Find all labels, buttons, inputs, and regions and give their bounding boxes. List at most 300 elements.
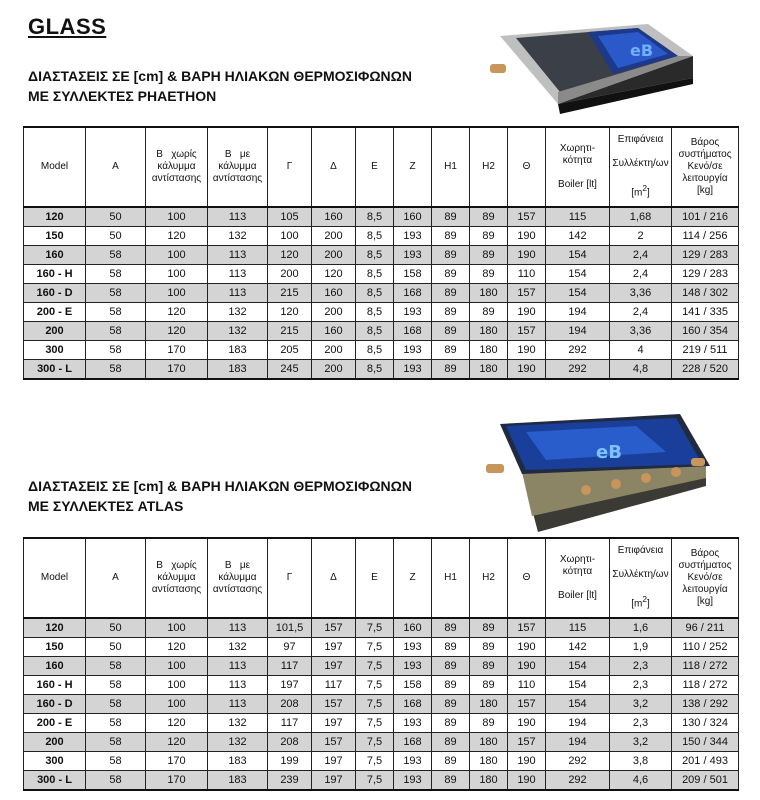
table-cell: 239 (268, 771, 312, 791)
table-cell: 89 (432, 695, 470, 714)
table-cell: 183 (208, 341, 268, 360)
table-cell: 89 (432, 322, 470, 341)
model-cell: 200 (24, 322, 86, 341)
table-cell: 193 (394, 341, 432, 360)
table-cell: 8,5 (356, 341, 394, 360)
table-cell: 120 (146, 303, 208, 322)
table-cell: 89 (432, 657, 470, 676)
table-cell: 7,5 (356, 733, 394, 752)
model-cell: 200 - E (24, 714, 86, 733)
atlas-spec-table (23, 537, 739, 791)
phaethon-spec-table (23, 126, 739, 380)
table-cell: 157 (508, 322, 546, 341)
col-h1: Η1 (432, 538, 470, 618)
table-cell: 183 (208, 752, 268, 771)
table-cell: 209 / 501 (672, 771, 739, 791)
model-cell: 160 (24, 246, 86, 265)
table-row (24, 284, 739, 303)
table-cell: 89 (432, 303, 470, 322)
table-cell: 105 (268, 207, 312, 227)
table-cell: 89 (470, 676, 508, 695)
table-cell: 113 (208, 695, 268, 714)
col-capacity: Χωρητι- κότητα Boiler [lt] (546, 127, 610, 207)
table-cell: 170 (146, 771, 208, 791)
table-cell: 7,5 (356, 771, 394, 791)
table-cell: 180 (470, 360, 508, 380)
table-cell: 292 (546, 341, 610, 360)
table-cell: 129 / 283 (672, 246, 739, 265)
model-cell: 300 - L (24, 771, 86, 791)
table-cell: 154 (546, 657, 610, 676)
col-g: Γ (268, 538, 312, 618)
col-b-with: Β με κάλυμμα αντίστασης (208, 127, 268, 207)
table-cell: 180 (470, 771, 508, 791)
table-cell: 138 / 292 (672, 695, 739, 714)
model-cell: 150 (24, 227, 86, 246)
table-cell: 2 (610, 227, 672, 246)
table-cell: 120 (146, 733, 208, 752)
model-cell: 160 - H (24, 265, 86, 284)
table-cell: 7,5 (356, 657, 394, 676)
table-cell: 142 (546, 638, 610, 657)
table-cell: 50 (86, 618, 146, 638)
table-cell: 190 (508, 657, 546, 676)
table-cell: 180 (470, 733, 508, 752)
table-cell: 197 (312, 714, 356, 733)
table-row (24, 227, 739, 246)
table-cell: 170 (146, 341, 208, 360)
table-cell: 1,68 (610, 207, 672, 227)
table-cell: 168 (394, 322, 432, 341)
table-cell: 113 (208, 265, 268, 284)
table-cell: 2,3 (610, 714, 672, 733)
col-capacity: Χωρητι- κότητα Boiler [lt] (546, 538, 610, 618)
heading-line-1: ΔΙΑΣΤΑΣΕΙΣ ΣΕ [cm] & ΒΑΡΗ ΗΛΙΑΚΩΝ ΘΕΡΜΟΣΙΦΩΝΩΝ (28, 478, 412, 494)
table-row (24, 752, 739, 771)
table-cell: 89 (470, 638, 508, 657)
table-cell: 89 (432, 638, 470, 657)
table-cell: 2,3 (610, 657, 672, 676)
page-title: GLASS (28, 14, 107, 39)
table-cell: 183 (208, 360, 268, 380)
table-cell: 58 (86, 714, 146, 733)
col-a: A (86, 127, 146, 207)
table-cell: 168 (394, 695, 432, 714)
table-cell: 89 (432, 284, 470, 303)
phaethon-collector-image (488, 6, 698, 118)
model-cell: 200 - E (24, 303, 86, 322)
table-cell: 89 (432, 360, 470, 380)
table-row (24, 265, 739, 284)
table-cell: 193 (394, 227, 432, 246)
model-cell: 160 (24, 657, 86, 676)
table-cell: 132 (208, 303, 268, 322)
col-h2: Η2 (470, 538, 508, 618)
model-cell: 160 - D (24, 284, 86, 303)
table-cell: 58 (86, 695, 146, 714)
table-row (24, 207, 739, 227)
col-th: Θ (508, 127, 546, 207)
table-cell: 292 (546, 752, 610, 771)
table-row (24, 733, 739, 752)
table-cell: 193 (394, 771, 432, 791)
table-cell: 132 (208, 322, 268, 341)
table-cell: 190 (508, 752, 546, 771)
table-cell: 58 (86, 360, 146, 380)
table-cell: 154 (546, 284, 610, 303)
table-cell: 148 / 302 (672, 284, 739, 303)
table-cell: 180 (470, 695, 508, 714)
table-row (24, 303, 739, 322)
table-cell: 180 (470, 341, 508, 360)
table-cell: 245 (268, 360, 312, 380)
table-cell: 200 (268, 265, 312, 284)
table-cell: 200 (312, 341, 356, 360)
table-row (24, 360, 739, 380)
table-cell: 1,6 (610, 618, 672, 638)
table-cell: 180 (470, 284, 508, 303)
table-cell: 89 (470, 618, 508, 638)
table-cell: 157 (508, 733, 546, 752)
table-cell: 160 / 354 (672, 322, 739, 341)
table-cell: 7,5 (356, 676, 394, 695)
table-cell: 89 (432, 207, 470, 227)
table-cell: 190 (508, 227, 546, 246)
table-cell: 58 (86, 733, 146, 752)
table-cell: 154 (546, 265, 610, 284)
table-cell: 200 (312, 227, 356, 246)
table-cell: 89 (432, 752, 470, 771)
table-cell: 142 (546, 227, 610, 246)
model-cell: 160 - H (24, 676, 86, 695)
table-cell: 132 (208, 638, 268, 657)
model-cell: 300 (24, 341, 86, 360)
svg-text:eB: eB (630, 41, 654, 60)
table-cell: 170 (146, 752, 208, 771)
col-weight: Βάρος συστήματος Κενό/σε λειτουργία [kg] (672, 127, 739, 207)
table-cell: 193 (394, 303, 432, 322)
model-cell: 120 (24, 207, 86, 227)
table-cell: 100 (146, 207, 208, 227)
table-cell: 160 (394, 207, 432, 227)
table-cell: 197 (268, 676, 312, 695)
table-cell: 113 (208, 676, 268, 695)
table-cell: 132 (208, 733, 268, 752)
table-cell: 7,5 (356, 638, 394, 657)
table-cell: 157 (312, 733, 356, 752)
table-cell: 190 (508, 638, 546, 657)
table-cell: 200 (312, 360, 356, 380)
table-cell: 199 (268, 752, 312, 771)
col-weight: Βάρος συστήματος Κενό/σε λειτουργία [kg] (672, 538, 739, 618)
table-cell: 115 (546, 207, 610, 227)
table-cell: 190 (508, 303, 546, 322)
table-cell: 117 (268, 714, 312, 733)
model-cell: 120 (24, 618, 86, 638)
svg-text:eB: eB (596, 442, 622, 463)
table-row (24, 638, 739, 657)
table-cell: 89 (432, 771, 470, 791)
model-cell: 300 (24, 752, 86, 771)
col-b-without: Β χωρίς κάλυμμα αντίστασης (146, 127, 208, 207)
table-cell: 4 (610, 341, 672, 360)
table-row (24, 714, 739, 733)
table-row (24, 695, 739, 714)
table-cell: 2,3 (610, 676, 672, 695)
table-cell: 50 (86, 227, 146, 246)
table-cell: 120 (268, 246, 312, 265)
table-cell: 208 (268, 733, 312, 752)
table-cell: 157 (508, 618, 546, 638)
table-cell: 141 / 335 (672, 303, 739, 322)
table-cell: 120 (146, 227, 208, 246)
table-cell: 157 (508, 207, 546, 227)
table-cell: 154 (546, 676, 610, 695)
table-cell: 118 / 272 (672, 676, 739, 695)
table-cell: 89 (432, 676, 470, 695)
table-cell: 100 (268, 227, 312, 246)
table-cell: 50 (86, 638, 146, 657)
table-cell: 2,4 (610, 303, 672, 322)
table-cell: 193 (394, 657, 432, 676)
table-cell: 194 (546, 714, 610, 733)
table-cell: 58 (86, 676, 146, 695)
table-cell: 89 (432, 341, 470, 360)
table-cell: 101 / 216 (672, 207, 739, 227)
table-cell: 89 (470, 714, 508, 733)
table-cell: 197 (312, 752, 356, 771)
table-cell: 120 (146, 638, 208, 657)
table-cell: 160 (312, 207, 356, 227)
table-cell: 193 (394, 360, 432, 380)
table-cell: 132 (208, 714, 268, 733)
table-cell: 58 (86, 265, 146, 284)
table-cell: 208 (268, 695, 312, 714)
col-e: Ε (356, 538, 394, 618)
model-cell: 300 - L (24, 360, 86, 380)
table-cell: 117 (268, 657, 312, 676)
table-cell: 114 / 256 (672, 227, 739, 246)
table-cell: 8,5 (356, 322, 394, 341)
table-cell: 89 (470, 207, 508, 227)
table-cell: 100 (146, 657, 208, 676)
table-cell: 157 (312, 618, 356, 638)
atlas-collector-image (486, 412, 720, 536)
table-cell: 113 (208, 618, 268, 638)
table-cell: 180 (470, 752, 508, 771)
table-cell: 113 (208, 246, 268, 265)
table-cell: 100 (146, 695, 208, 714)
heading-line-1: ΔΙΑΣΤΑΣΕΙΣ ΣΕ [cm] & ΒΑΡΗ ΗΛΙΑΚΩΝ ΘΕΡΜΟΣΙΦΩΝΩΝ (28, 68, 412, 84)
col-z: Ζ (394, 538, 432, 618)
table-cell: 58 (86, 246, 146, 265)
table-cell: 190 (508, 714, 546, 733)
table-cell: 8,5 (356, 284, 394, 303)
table-cell: 8,5 (356, 303, 394, 322)
table-cell: 201 / 493 (672, 752, 739, 771)
table-cell: 194 (546, 733, 610, 752)
col-b-with: Β με κάλυμμα αντίστασης (208, 538, 268, 618)
table-cell: 113 (208, 284, 268, 303)
table-cell: 197 (312, 638, 356, 657)
table-cell: 190 (508, 360, 546, 380)
table-cell: 170 (146, 360, 208, 380)
table-cell: 219 / 511 (672, 341, 739, 360)
col-model: Model (24, 538, 86, 618)
table-cell: 97 (268, 638, 312, 657)
col-area: Επιφάνεια Συλλέκτη/ων $[m^2]$ (610, 538, 672, 618)
table-cell: 190 (508, 771, 546, 791)
table-cell: 7,5 (356, 752, 394, 771)
table-cell: 120 (268, 303, 312, 322)
table-row (24, 618, 739, 638)
col-b-without: Β χωρίς κάλυμμα αντίστασης (146, 538, 208, 618)
table-cell: 1,9 (610, 638, 672, 657)
table-cell: 193 (394, 752, 432, 771)
table-cell: 89 (432, 733, 470, 752)
table-cell: 89 (432, 265, 470, 284)
table-cell: 157 (312, 695, 356, 714)
model-cell: 200 (24, 733, 86, 752)
table-cell: 58 (86, 322, 146, 341)
table-cell: 100 (146, 265, 208, 284)
table-cell: 215 (268, 284, 312, 303)
model-cell: 150 (24, 638, 86, 657)
table-cell: 8,5 (356, 227, 394, 246)
table-cell: 4,8 (610, 360, 672, 380)
table-cell: 200 (312, 246, 356, 265)
table-cell: 168 (394, 284, 432, 303)
table-cell: 120 (146, 714, 208, 733)
table-cell: 215 (268, 322, 312, 341)
table-cell: 3,2 (610, 695, 672, 714)
table-cell: 96 / 211 (672, 618, 739, 638)
table-cell: 129 / 283 (672, 265, 739, 284)
table-cell: 7,5 (356, 714, 394, 733)
table-cell: 130 / 324 (672, 714, 739, 733)
table-cell: 8,5 (356, 265, 394, 284)
table-cell: 110 (508, 676, 546, 695)
table-cell: 3,2 (610, 733, 672, 752)
table-cell: 160 (394, 618, 432, 638)
table-row (24, 676, 739, 695)
table-cell: 89 (470, 227, 508, 246)
table-cell: 117 (312, 676, 356, 695)
table-row (24, 246, 739, 265)
table-cell: 2,4 (610, 246, 672, 265)
table-cell: 113 (208, 207, 268, 227)
table-cell: 89 (432, 714, 470, 733)
table-cell: 190 (508, 246, 546, 265)
table-cell: 158 (394, 676, 432, 695)
table-cell: 154 (546, 246, 610, 265)
table-cell: 197 (312, 657, 356, 676)
col-h1: Η1 (432, 127, 470, 207)
table-cell: 193 (394, 638, 432, 657)
table-cell: 197 (312, 771, 356, 791)
heading-line-2: ΜΕ ΣΥΛΛΕΚΤΕΣ PHAETHON (28, 88, 217, 104)
col-g: Γ (268, 127, 312, 207)
col-model: Model (24, 127, 86, 207)
table-cell: 150 / 344 (672, 733, 739, 752)
heading-line-2: ΜΕ ΣΥΛΛΕΚΤΕΣ ATLAS (28, 498, 184, 514)
table-cell: 132 (208, 227, 268, 246)
table-cell: 194 (546, 303, 610, 322)
table-cell: 58 (86, 752, 146, 771)
table-cell: 115 (546, 618, 610, 638)
table-row (24, 771, 739, 791)
table-cell: 157 (508, 284, 546, 303)
table-cell: 160 (312, 284, 356, 303)
table-cell: 180 (470, 322, 508, 341)
table-cell: 3,36 (610, 322, 672, 341)
col-z: Ζ (394, 127, 432, 207)
table-cell: 183 (208, 771, 268, 791)
table-row (24, 341, 739, 360)
table-cell: 58 (86, 657, 146, 676)
table-cell: 100 (146, 676, 208, 695)
table-cell: 8,5 (356, 360, 394, 380)
col-area: Επιφάνεια Συλλέκτη/ων $[m^2]$ (610, 127, 672, 207)
table-cell: 120 (312, 265, 356, 284)
table-cell: 193 (394, 714, 432, 733)
table-cell: 89 (470, 246, 508, 265)
table-cell: 58 (86, 771, 146, 791)
table-cell: 100 (146, 284, 208, 303)
table-cell: 154 (546, 695, 610, 714)
table-cell: 3,8 (610, 752, 672, 771)
table-cell: 89 (470, 303, 508, 322)
section-heading-phaethon (28, 66, 412, 106)
table-cell: 292 (546, 771, 610, 791)
col-th: Θ (508, 538, 546, 618)
table-cell: 100 (146, 618, 208, 638)
col-a: A (86, 538, 146, 618)
table-cell: 118 / 272 (672, 657, 739, 676)
col-e: Ε (356, 127, 394, 207)
table-cell: 168 (394, 733, 432, 752)
table-cell: 58 (86, 303, 146, 322)
table-cell: 4,6 (610, 771, 672, 791)
table-cell: 89 (470, 657, 508, 676)
table-row (24, 322, 739, 341)
table-cell: 158 (394, 265, 432, 284)
table-cell: 193 (394, 246, 432, 265)
table-cell: 110 (508, 265, 546, 284)
col-h2: Η2 (470, 127, 508, 207)
table-cell: 7,5 (356, 618, 394, 638)
table-cell: 89 (470, 265, 508, 284)
table-cell: 100 (146, 246, 208, 265)
table-cell: 190 (508, 341, 546, 360)
table-cell: 89 (432, 246, 470, 265)
table-cell: 113 (208, 657, 268, 676)
table-cell: 120 (146, 322, 208, 341)
table-cell: 58 (86, 284, 146, 303)
table-cell: 8,5 (356, 207, 394, 227)
table-cell: 110 / 252 (672, 638, 739, 657)
table-cell: 157 (508, 695, 546, 714)
table-cell: 160 (312, 322, 356, 341)
table-cell: 89 (432, 227, 470, 246)
table-cell: 89 (432, 618, 470, 638)
table-cell: 205 (268, 341, 312, 360)
table-cell: 228 / 520 (672, 360, 739, 380)
table-cell: 292 (546, 360, 610, 380)
table-cell: 7,5 (356, 695, 394, 714)
model-cell: 160 - D (24, 695, 86, 714)
table-cell: 58 (86, 341, 146, 360)
